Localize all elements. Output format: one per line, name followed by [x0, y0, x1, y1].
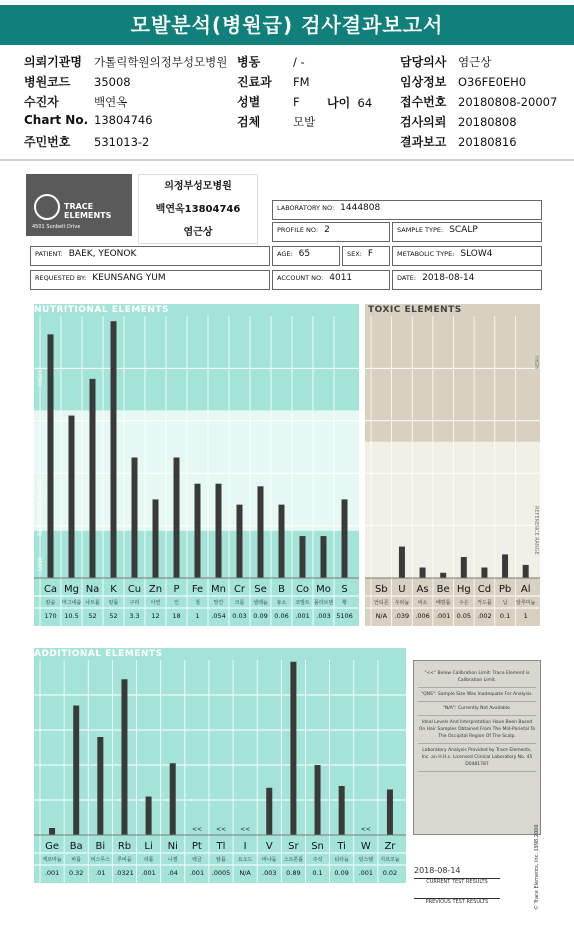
element-bar-ca — [48, 334, 54, 578]
header-field-label: 진료과 — [237, 75, 272, 89]
element-bar-mn — [216, 484, 222, 578]
element-symbol-p: P — [173, 584, 180, 595]
header-field-value: F — [293, 95, 300, 109]
element-bar-pb — [502, 554, 508, 578]
trace-elements-logo — [26, 174, 132, 236]
element-bar-be — [440, 573, 446, 578]
element-bar-se — [258, 486, 264, 578]
axis-label-reference-range: REFERENCE RANGE — [37, 477, 44, 536]
hair-analysis-report — [22, 170, 550, 922]
element-name: 크롬 — [234, 600, 245, 606]
stamp-doctor: 염근상 — [183, 227, 213, 238]
toxic-title: TOXIC ELEMENTS — [368, 305, 462, 315]
header-field — [24, 133, 149, 150]
header-field-value: 35008 — [94, 75, 131, 89]
header-field-value: 20180808 — [458, 115, 517, 129]
header-field-value: 모발 — [293, 115, 316, 129]
element-bar-mo — [321, 536, 327, 578]
element-bar-p — [174, 457, 180, 578]
logo-brand: TRACE ELEMENTS — [64, 202, 112, 220]
element-value: .001 — [44, 869, 60, 877]
header-field — [237, 113, 315, 130]
element-symbol-sr: Sr — [288, 841, 299, 852]
element-symbol-hg: Hg — [456, 584, 471, 595]
header-field-label: 검체 — [237, 115, 261, 129]
header-field — [24, 113, 153, 127]
element-value: 170 — [44, 612, 57, 620]
element-symbol-mn: Mn — [211, 584, 226, 595]
element-name: 스트론튬 — [283, 857, 304, 863]
element-name: 루비듐 — [117, 857, 132, 863]
element-bar-u — [399, 547, 405, 578]
element-bar-ge — [49, 828, 55, 835]
element-bar-co — [300, 536, 306, 578]
element-symbol-tl: Tl — [216, 841, 226, 852]
report-title: 모발분석(병원급) 검사결과보고서 — [0, 5, 574, 45]
legend-calibration: "<<" Below Calibration Limit: Trace Element is Calibration Limit. — [418, 670, 536, 688]
element-name: 수은 — [458, 600, 469, 606]
date-box: DATE: 2018-08-14 — [392, 270, 542, 290]
element-value: 0.03 — [232, 612, 247, 620]
header-field-label: 담당의사 — [400, 55, 447, 69]
element-bar-li — [146, 797, 152, 836]
element-value: .003 — [316, 612, 331, 620]
element-bar-b — [279, 505, 285, 578]
element-symbol-co: Co — [295, 584, 310, 595]
sex-box: SEX: F — [342, 246, 390, 266]
element-name: 주석 — [312, 857, 323, 863]
requested-by-box: REQUESTED BY: KEUNSANG YUM — [30, 270, 270, 290]
element-symbol-cr: Cr — [233, 584, 246, 595]
element-name: 백금 — [192, 857, 202, 863]
element-value: .001 — [141, 869, 156, 877]
element-value: .01 — [95, 869, 106, 877]
element-bar-na — [90, 379, 96, 578]
element-name: 구리 — [129, 600, 140, 606]
element-value: 52 — [109, 612, 118, 620]
logo-emblem-icon — [34, 194, 60, 220]
header-field-label: 접수번호 — [400, 95, 447, 109]
element-bar-zr — [387, 790, 393, 836]
header-field — [237, 53, 305, 70]
element-name: 마그네슘 — [61, 600, 82, 606]
element-symbol-b: B — [278, 584, 285, 595]
element-bar-cu — [132, 457, 138, 578]
age-label: 나이 — [327, 96, 351, 110]
element-symbol-pb: Pb — [498, 584, 512, 595]
element-bar-fe — [195, 484, 201, 578]
element-name: 우라늄 — [394, 600, 410, 606]
element-value: .001 — [358, 869, 374, 877]
element-bar-as — [420, 568, 426, 578]
element-symbol-bi: Bi — [95, 841, 106, 852]
element-symbol-mg: Mg — [64, 584, 79, 595]
element-symbol-be: Be — [436, 584, 450, 595]
legend-ideal-levels: Ideal Levels And Interpretation Have Been Based On Hair Samples Obtained From The Mid-Parietal To The Occipital Region Of The Scalp. — [418, 719, 536, 744]
element-symbol-pt: Pt — [191, 841, 202, 852]
element-name: 나트륨 — [85, 600, 100, 606]
header-field-label: Chart No. — [24, 113, 89, 127]
element-symbol-zr: Zr — [384, 841, 396, 852]
header-field-label: 병원코드 — [24, 75, 71, 89]
element-value: 0.05 — [456, 612, 472, 620]
element-symbol-li: Li — [144, 841, 153, 852]
element-value: .039 — [394, 612, 410, 620]
header-field-value: FM — [293, 75, 310, 89]
element-symbol-ti: Ti — [337, 841, 346, 852]
element-name: 알루미늄 — [516, 600, 536, 606]
element-bar-v — [266, 788, 272, 835]
header-field-value: O36FE0EH0 — [458, 75, 527, 89]
element-value: 3.3 — [129, 612, 140, 620]
element-name: 지르코늄 — [380, 857, 400, 863]
header-field-value: 가톨릭학원의정부성모병원 — [94, 55, 228, 69]
header-field-value: 20180808-20007 — [458, 95, 558, 109]
element-value: .006 — [415, 612, 430, 620]
element-value: 0.02 — [382, 869, 398, 877]
element-value: 0.09 — [334, 869, 349, 877]
element-value: 0.1 — [312, 869, 323, 877]
element-value: .003 — [262, 869, 277, 877]
axis-label-high: HIGH — [533, 356, 539, 369]
header-field-label: 성별 — [237, 95, 261, 109]
element-name: 아연 — [150, 600, 161, 606]
divider — [0, 159, 574, 161]
element-symbol-fe: Fe — [191, 584, 204, 595]
element-value: 0.06 — [274, 612, 289, 620]
header-field — [400, 53, 491, 70]
stamp-patient: 백연옥13804746 — [155, 204, 241, 215]
element-name: 카드뮴 — [477, 600, 492, 606]
element-name: 붕소 — [276, 600, 287, 606]
element-symbol-k: K — [110, 584, 117, 595]
below-calibration-mark: << — [191, 826, 202, 833]
logo-address: 4501 Sunbelt Drive — [32, 224, 81, 230]
toxic-chart — [365, 316, 540, 628]
element-symbol-v: V — [265, 841, 273, 852]
element-symbol-ca: Ca — [43, 584, 58, 595]
element-name: 탈륨 — [216, 857, 226, 863]
header-field — [24, 53, 227, 70]
element-name: 몰리브덴 — [313, 600, 334, 606]
element-symbol-u: U — [398, 584, 406, 595]
element-name: 납 — [502, 600, 508, 606]
axis-label-reference-range: REFERENCE RANGE — [533, 506, 539, 555]
element-name: 셀레늄 — [253, 600, 268, 606]
element-name: 망간 — [213, 600, 224, 606]
footer-copyright: © Trace Elements, Inc. 1998,2000 — [534, 824, 540, 910]
element-name: 요오드 — [237, 857, 253, 863]
element-value: .04 — [167, 869, 178, 877]
header-field-label: 주민번호 — [24, 135, 71, 149]
element-symbol-ba: Ba — [69, 841, 83, 852]
element-value: 0.09 — [253, 612, 268, 620]
element-value: .0005 — [211, 869, 231, 877]
header-field-value: 531013-2 — [94, 135, 150, 149]
element-bar-ni — [170, 763, 176, 835]
element-value: .002 — [477, 612, 492, 620]
stamp-hospital: 의정부성모병원 — [164, 181, 232, 192]
header-field-label: 수진자 — [24, 95, 59, 109]
legend-na: "N/A": Currently Not Available. — [418, 705, 536, 716]
element-name: 코발트 — [295, 600, 310, 606]
below-calibration-mark: << — [215, 826, 227, 833]
element-value: 18 — [172, 612, 181, 620]
element-value: 52 — [88, 612, 97, 620]
header-field-label: 병동 — [237, 55, 261, 69]
hospital-stamp — [138, 174, 258, 244]
element-symbol-sn: Sn — [311, 841, 324, 852]
header-field — [400, 133, 517, 150]
element-bar-rb — [121, 679, 127, 835]
element-symbol-i: I — [243, 841, 247, 852]
header-field — [237, 73, 310, 90]
header-field — [24, 73, 131, 90]
nutritional-chart — [34, 316, 359, 628]
additional-chart — [34, 660, 406, 885]
element-value: .054 — [211, 612, 226, 620]
axis-label-high: HIGH — [37, 370, 44, 386]
element-bar-hg — [461, 557, 467, 578]
sample-type-box: SAMPLE TYPE: SCALP — [392, 222, 542, 242]
header-field-value: 염근상 — [458, 55, 492, 69]
element-symbol-ni: Ni — [167, 841, 178, 852]
element-name: 칼슘 — [45, 600, 56, 606]
header-field — [400, 93, 557, 110]
nutritional-title: NUTRITIONAL ELEMENTS — [34, 305, 170, 315]
element-bar-s — [342, 499, 348, 578]
element-symbol-cu: Cu — [127, 584, 142, 595]
element-bar-cr — [237, 505, 243, 578]
legend-laboratory: Laboratory Analysis Provided by Trace Elements, Inc. an H.H.s. Licensed Clinical Laboratory No. 45 D0481787 — [418, 747, 536, 772]
header-field — [400, 113, 517, 130]
element-symbol-ge: Ge — [45, 841, 60, 852]
header-field-label: 결과보고 — [400, 135, 447, 149]
element-bar-sn — [315, 765, 321, 835]
element-name: 비소 — [417, 600, 428, 606]
element-name: 텅스텐 — [358, 857, 374, 863]
element-name: 리튬 — [143, 857, 154, 863]
header-field-label: 임상정보 — [400, 75, 447, 89]
header-field — [24, 93, 127, 110]
element-name: 베릴륨 — [435, 600, 451, 606]
profile-no-box: PROFILE NO: 2 — [272, 222, 390, 242]
element-name: 게르마늄 — [42, 857, 62, 863]
header-field-value: 백연옥 — [94, 95, 128, 109]
age-box: AGE: 65 — [272, 246, 340, 266]
footer-previous: PREVIOUS TEST RESULTS — [414, 898, 500, 905]
header-field-label: 의뢰기관명 — [24, 55, 82, 69]
element-value: .001 — [295, 612, 310, 620]
element-bar-bi — [97, 737, 103, 835]
element-name: 칼륨 — [108, 600, 119, 606]
element-value: 0.32 — [68, 869, 84, 877]
element-symbol-w: W — [360, 841, 371, 852]
header-field — [400, 73, 526, 90]
element-symbol-rb: Rb — [117, 841, 132, 852]
footer-current: CURRENT TEST RESULTS — [414, 878, 500, 885]
element-symbol-cd: Cd — [477, 584, 492, 595]
age-field — [327, 94, 372, 111]
laboratory-no-box: LABORATORY NO: 1444808 — [272, 200, 542, 220]
element-name: 철 — [195, 600, 200, 606]
element-value: 1 — [523, 612, 528, 620]
footer-date: 2018-08-14 — [414, 866, 461, 875]
element-value: .001 — [435, 612, 451, 620]
patient-box: PATIENT: BAEK, YEONOK — [30, 246, 270, 266]
header-field-value: 13804746 — [94, 113, 153, 127]
element-value: 10.5 — [64, 612, 79, 620]
element-bar-mg — [69, 416, 75, 578]
element-name: 안티몬 — [374, 600, 389, 606]
element-value: N/A — [239, 869, 251, 877]
element-symbol-al: Al — [520, 584, 531, 595]
header-field-value: / - — [293, 55, 305, 69]
element-bar-cd — [481, 568, 487, 578]
metabolic-type-box: METABOLIC TYPE: SLOW4 — [392, 246, 542, 266]
element-value: 0.1 — [499, 612, 511, 620]
element-symbol-s: S — [341, 584, 348, 595]
element-value: .0321 — [115, 869, 134, 877]
header-field — [237, 93, 300, 110]
element-bar-k — [111, 321, 117, 578]
element-bar-al — [523, 565, 529, 578]
element-symbol-mo: Mo — [316, 584, 331, 595]
element-value: .001 — [189, 869, 205, 877]
element-name: 황 — [342, 600, 347, 606]
element-symbol-na: Na — [85, 584, 100, 595]
element-value: N/A — [375, 612, 388, 620]
header-field-value: 20180816 — [458, 135, 517, 149]
element-bar-sr — [290, 662, 296, 835]
element-name: 비스무스 — [90, 857, 110, 863]
element-value: 12 — [151, 612, 160, 620]
element-bar-zn — [153, 499, 159, 578]
legend-box — [413, 660, 541, 835]
below-calibration-mark: << — [360, 826, 371, 833]
element-name: 니켈 — [167, 857, 178, 863]
element-value: 5106 — [336, 612, 353, 620]
element-name: 인 — [174, 600, 179, 606]
additional-title: ADDITIONAL ELEMENTS — [34, 649, 163, 659]
below-calibration-mark: << — [240, 826, 251, 833]
element-bar-ba — [73, 706, 79, 836]
element-bar-ti — [339, 786, 345, 835]
element-symbol-as: As — [416, 584, 429, 595]
account-no-box: ACCOUNT NO: 4011 — [272, 270, 390, 290]
legend-qns: "QNS": Sample Size Was Inadequate For Analysis. — [418, 691, 536, 702]
axis-label-low: LOW — [37, 557, 44, 571]
element-name: 바나듐 — [262, 857, 277, 863]
header-field-label: 검사의뢰 — [400, 115, 447, 129]
element-symbol-se: Se — [254, 584, 267, 595]
age-value: 64 — [357, 96, 373, 110]
element-symbol-sb: Sb — [374, 584, 388, 595]
element-name: 바륨 — [71, 857, 82, 863]
element-symbol-zn: Zn — [148, 584, 163, 595]
element-value: 0.89 — [286, 869, 301, 877]
element-name: 티타늄 — [334, 857, 349, 863]
element-value: 1 — [195, 612, 200, 620]
